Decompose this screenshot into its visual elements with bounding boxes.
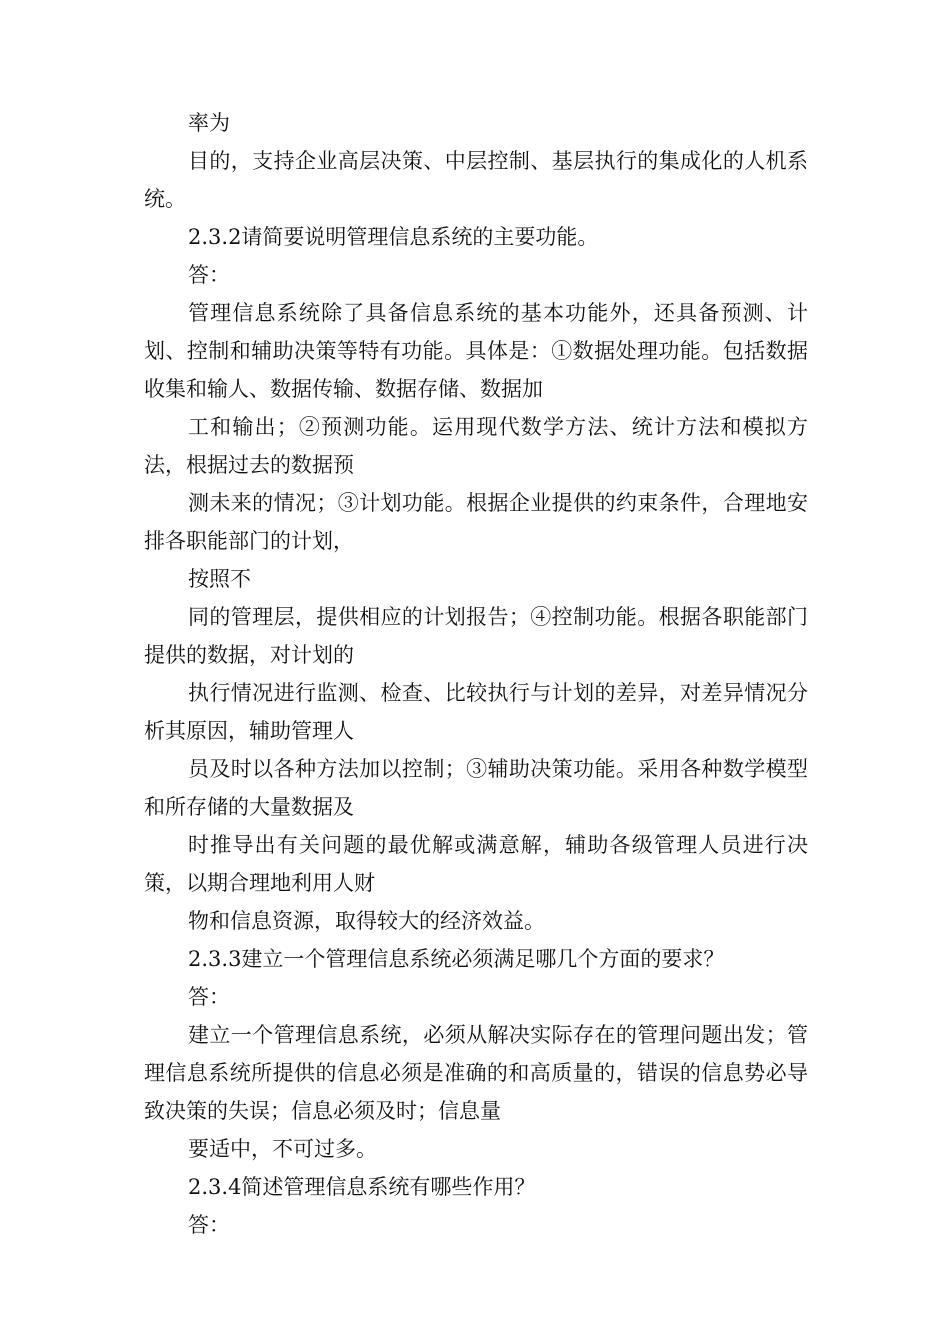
answer-paragraph-monitor: 执行情况进行监测、检查、比较执行与计划的差异，对差异情况分析其原因，辅助管理人 (144, 681, 808, 743)
answer-label-2-3-4: 答： (188, 1213, 230, 1237)
question-2-3-2: 2.3.2请简要说明管理信息系统的主要功能。 (188, 225, 599, 249)
answer-paragraph-requirements: 建立一个管理信息系统，必须从解决实际存在的管理问题出发；管理信息系统所提供的信息必须是准确的和高质量的，错误的信息势必导致决策的失误；信息必须及时；信息量 (144, 1023, 808, 1123)
answer-paragraph-decision-support: 员及时以各种方法加以控制；③辅助决策功能。采用各种数学模型和所存储的大量数据及 (144, 757, 808, 819)
answer-paragraph-control: 同的管理层，提供相应的计划报告；④控制功能。根据各职能部门提供的数据，对计划的 (144, 605, 808, 667)
answer-paragraph-plan: 测未来的情况；③计划功能。根据企业提供的约束条件，合理地安排各职能部门的计划， (144, 491, 808, 553)
paragraph-mis-definition-end: 目的，支持企业高层决策、中层控制、基层执行的集成化的人机系统。 (144, 149, 808, 211)
document-body (144, 104, 808, 1244)
answer-paragraph-according: 按照不 (188, 567, 251, 591)
answer-paragraph-functions-intro: 管理信息系统除了具备信息系统的基本功能外，还具备预测、计划、控制和辅助决策等特有功能。具体是：①数据处理功能。包括数据收集和输人、数据传输、数据存储、数据加 (144, 301, 808, 401)
answer-paragraph-benefit: 物和信息资源，取得较大的经济效益。 (188, 909, 545, 933)
question-2-3-4: 2.3.4简述管理信息系统有哪些作用？ (188, 1175, 536, 1199)
answer-paragraph-optimal-solution: 时推导出有关问题的最优解或满意解，辅助各级管理人员进行决策，以期合理地利用人财 (144, 833, 808, 895)
answer-label-2-3-3: 答： (188, 985, 230, 1009)
question-2-3-3: 2.3.3建立一个管理信息系统必须满足哪几个方面的要求？ (188, 947, 725, 971)
answer-paragraph-forecast: 工和输出；②预测功能。运用现代数学方法、统计方法和模拟方法，根据过去的数据预 (144, 415, 808, 477)
answer-label-2-3-2: 答： (188, 263, 230, 287)
answer-paragraph-moderate: 要适中，不可过多。 (188, 1137, 377, 1161)
paragraph-rate-fragment: 率为 (188, 111, 230, 135)
